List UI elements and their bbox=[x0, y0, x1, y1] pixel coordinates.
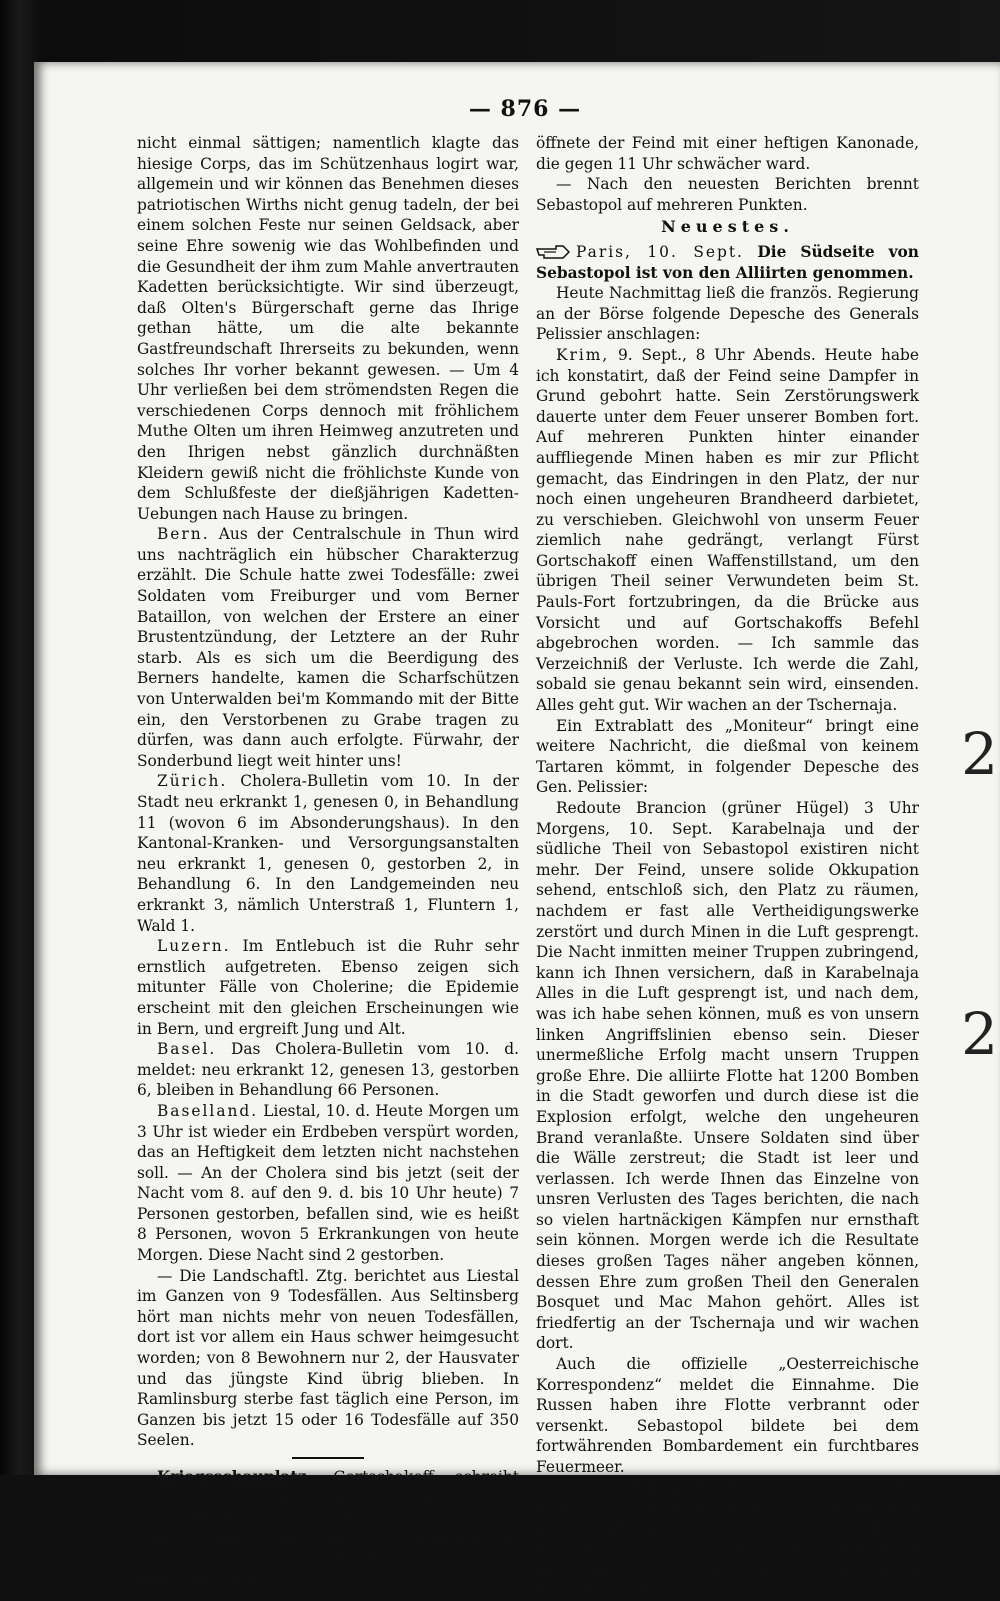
article-kanonade-continued: öffnete der Feind mit einer heftigen Kanonade, die gegen 11 Uhr schwächer ward. bbox=[536, 134, 919, 173]
article-moniteur: Ein Extrablatt des „Moniteur“ bringt eine weitere Nachricht, die dießmal von keinem Tartaren kömmt, in folgender Depesche des Gen. Pelissier: bbox=[536, 716, 919, 797]
article-landschaftliche-zeitung: — Die Landschaftl. Ztg. berichtet aus Liestal im Ganzen von 9 Todesfällen. Aus Seltinsberg hört man nichts mehr von neuen Todesfällen, dort ist vor allem ein Haus schwer heimgesucht worden; von 8 Bewohnern nur 2, der Hausvater und das jüngste Kind übrig blieben. In Ramlinsburg sterbe fast täglich eine Person, im Ganzen bis jetzt 15 oder 16 Todesfälle auf 350 Seelen. bbox=[137, 1266, 519, 1450]
place-bern: Bern. bbox=[157, 525, 210, 544]
page-number: — 876 — bbox=[468, 96, 582, 122]
article-olten-festival: nicht einmal sättigen; namentlich klagte das hiesige Corps, das im Schützenhaus logirt war, allgemein und wir können das Benehmen dieses patriotischen Wirths nicht genug tadeln, der bei einem solchen Feste nur seinen Geldsack, aber seine Ehre sowenig wie das Wohlbefinden und die Gesundheit der ihm zum Mahle anvertrauten Kadetten berücksichtigte. Wir sind überzeugt, daß Olten's Bürgerschaft gerne das Ihrige gethan hätte, um die alte bekannte Gastfreundschaft Ihrerseits zu bekunden, wenn solches Ihr vorher bekannt gewesen. — Um 4 Uhr verließen bei dem strömendsten Regen die verschiedenen Corps dennoch mit fröhlichem Muthe Olten um ihren Heimweg anzutreten und den Ihrigen nebst gänzlich durchnäßten Kleidern gewiß nicht die fröhlichste Kunde von dem Schlußfeste der dießjährigen Kadetten-Uebungen nach Hause zu bringen. bbox=[137, 134, 519, 523]
article-redoute-brancion: Redoute Brancion (grüner Hügel) 3 Uhr Morgens, 10. Sept. Karabelnaja und der südliche Theil von Sebastopol existiren nicht mehr. Der Feind, unsere solide Okkupation sehend, entschloß sich, den Platz zu räumen, nachdem er fast alle Vertheidigungswerke zerstört und durch Minen in die Luft gesprengt. Die Nacht inmitten meiner Truppen zubringend, kann ich Ihnen versichern, daß in Karabelnaja Alles in die Luft gesprengt ist, und nach dem, was ich habe sehen können, muß es von unsern linken Angriffslinien ebenso sein. Dieser unermeßliche Erfolg macht unsern Truppen große Ehre. Die alliirte Flotte hat 1200 Bomben in die Stadt geworfen und durch diese ist die Explosion erfolgt, welche den ungeheuren Brand veranlaßte. Unsere Soldaten sind über die Wälle zerstreut; die Stadt ist leer und verlassen. Ich werde Ihnen das Einzelne von unsren Verlusten des Tages berichten, die nach so vielen hartnäckigen Kämpfen nur ernsthaft sein können. Morgen werde ich die Resultate dieses großen Tages näher angeben können, dessen Ehre zum großen Theil den Generalen Bosquet und Mac Mahon gehört. Alles ist friedfertig an der Tschernaja und wir wachen dort. bbox=[536, 799, 919, 1353]
article-zurich: Zürich. Cholera-Bulletin vom 10. In der Stadt neu erkrankt 1, genesen 0, in Behandlung 11 (wovon 6 im Absonderungshaus). In den Kantonal-Kranken- und Versorgungsanstalten neu erkrankt 1, genesen 0, gestorben 2, in Behandlung 6. In den Landgemeinden neu erkrankt 3, nämlich Unterstraß 1, Fluntern 1, Wald 1. bbox=[137, 772, 519, 935]
place-luzern: Luzern. bbox=[157, 937, 231, 956]
article-sebastopol-burning: — Nach den neuesten Berichten brennt Sebastopol auf mehreren Punkten. bbox=[536, 175, 919, 214]
pointing-hand-icon bbox=[536, 245, 570, 259]
article-krim-depesche: Krim, 9. Sept., 8 Uhr Abends. Heute habe ich konstatirt, daß der Feind seine Dampfer in Grund gebohrt hatte. Sein Zerstörungswerk dauerte unter dem Feuer unserer Bomben fort. Auf mehreren Punkten hinter einander auffliegende Minen haben es mir zur Pflicht gemacht, das Eindringen in den Platz, der nur noch einen ungeheuren Brandheerd darbietet, zu verschieben. Gleichwohl von unserm Feuer ziemlich nahe gedrängt, verlangt Fürst Gortschakoff einen Waffenstillstand, um den übrigen Theil seiner Verwundeten beim St. Pauls-Fort fortzubringen, da die Brücke aus Vorsicht und auf Gortschakoffs Befehl abgebrochen worden. — Ich sammle das Verzeichniß der Verluste. Ich werde die Zahl, sobald sie genau bekannt sein wird, einsenden. Alles geht gut. Wir wachen an der Tschernaja. bbox=[536, 345, 919, 715]
place-paris: Paris, 10. Sept. bbox=[576, 242, 744, 261]
article-basel: Basel. Das Cholera-Bulletin vom 10. d. meldet: neu erkrankt 12, genesen 13, gestorben 6, bleiben in Behandlung 66 Personen. bbox=[137, 1040, 519, 1100]
section-divider bbox=[292, 1457, 364, 1459]
article-bern: Bern. Aus der Centralschule in Thun wird uns nachträglich ein hübscher Charakterzug erzählt. Die Schule hatte zwei Todesfälle: zwei Soldaten vom Freiburger und vom Berner Bataillon, von welchen der Erstere an einer Brustentzündung, der Letztere an der Ruhr starb. Als es sich um die Beerdigung des Berners handelte, kamen die Scharfschützen von Unterwalden bei'm Kommando mit der Bitte ein, den Verstorbenen zu Grabe tragen zu dürfen, was dann auch erfolgte. Fürwahr, der Sonderbund liegt weit hinter uns! bbox=[137, 525, 519, 770]
kriegsschauplatz-heading: Kriegsschauplatz. bbox=[157, 1468, 312, 1486]
article-depesche-intro: Heute Nachmittag ließ die französ. Regierung an der Börse folgende Depesche des Generals Pelissier anschlagen: bbox=[536, 284, 919, 344]
margin-mark-bottom: 2 bbox=[961, 1000, 998, 1068]
margin-mark-top: 2 bbox=[961, 720, 998, 788]
section-title-neuestes: Neuestes. bbox=[661, 217, 794, 237]
place-zurich: Zürich. bbox=[157, 772, 228, 791]
article-kriegsschauplatz: Kriegsschauplatz. Gortschakoff schreibt vom 7. d.: Das hauptsächlich gegen unsere rechte Flanke gerichtete Bombardement ist für den Augenblick sehr stark. Wir stellen übrigens unsere Werke mit vielem Erfolg wieder her. Den heutigen Tag er- bbox=[137, 1468, 519, 1589]
place-basel: Basel. bbox=[157, 1040, 217, 1059]
right-column bbox=[536, 133, 919, 1601]
left-column bbox=[137, 133, 519, 1591]
place-krim: Krim, bbox=[556, 345, 610, 364]
article-paris-headline bbox=[536, 242, 919, 283]
article-luzern: Luzern. Im Entlebuch ist die Ruhr sehr ernstlich aufgetreten. Ebenso zeigen sich mitunter Fälle von Cholerine; die Epidemie erscheint mit den gleichen Erscheinungen wie in Bern, und ergreift Jung und Alt. bbox=[137, 937, 519, 1038]
article-oesterreichische-korrespondenz: Auch die offizielle „Oesterreichische Korrespondenz“ meldet die Einnahme. Die Russen haben ihre Flotte verbrannt oder versenkt. Sebastopol bildete bei dem fortwährenden Bombardement ein furchtbares Feuermeer. bbox=[536, 1355, 919, 1476]
headline-sebastopol: Die Südseite von Sebastopol ist von den Alliirten genommen. bbox=[536, 242, 919, 282]
article-paris-kanonen: In Paris haben die Kanonen der Invaliden heute Morgen gedonnert. Auch von Mühlhausen und Straßburg vernehmen wir, daß dort die neuesten Siegesnachrichten mit ungeheurem Jubel aufgenommen und mit Freudenschüssen begrüßt worden sind. bbox=[536, 1478, 919, 1600]
place-baselland: Baselland. bbox=[157, 1101, 259, 1120]
article-baselland: Baselland. Liestal, 10. d. Heute Morgen um 3 Uhr ist wieder ein Erdbeben verspürt worden, das an Heftigkeit dem letzten nicht nachstehen soll. — An der Cholera sind bis jetzt (seit der Nacht vom 8. auf den 9. d. bis 10 Uhr heute) 7 Personen gestorben, befallen sind, wie es heißt 8 Personen, wovon 5 Erkrankungen von heute Morgen. Diese Nacht sind 2 gestorben. bbox=[137, 1101, 519, 1265]
